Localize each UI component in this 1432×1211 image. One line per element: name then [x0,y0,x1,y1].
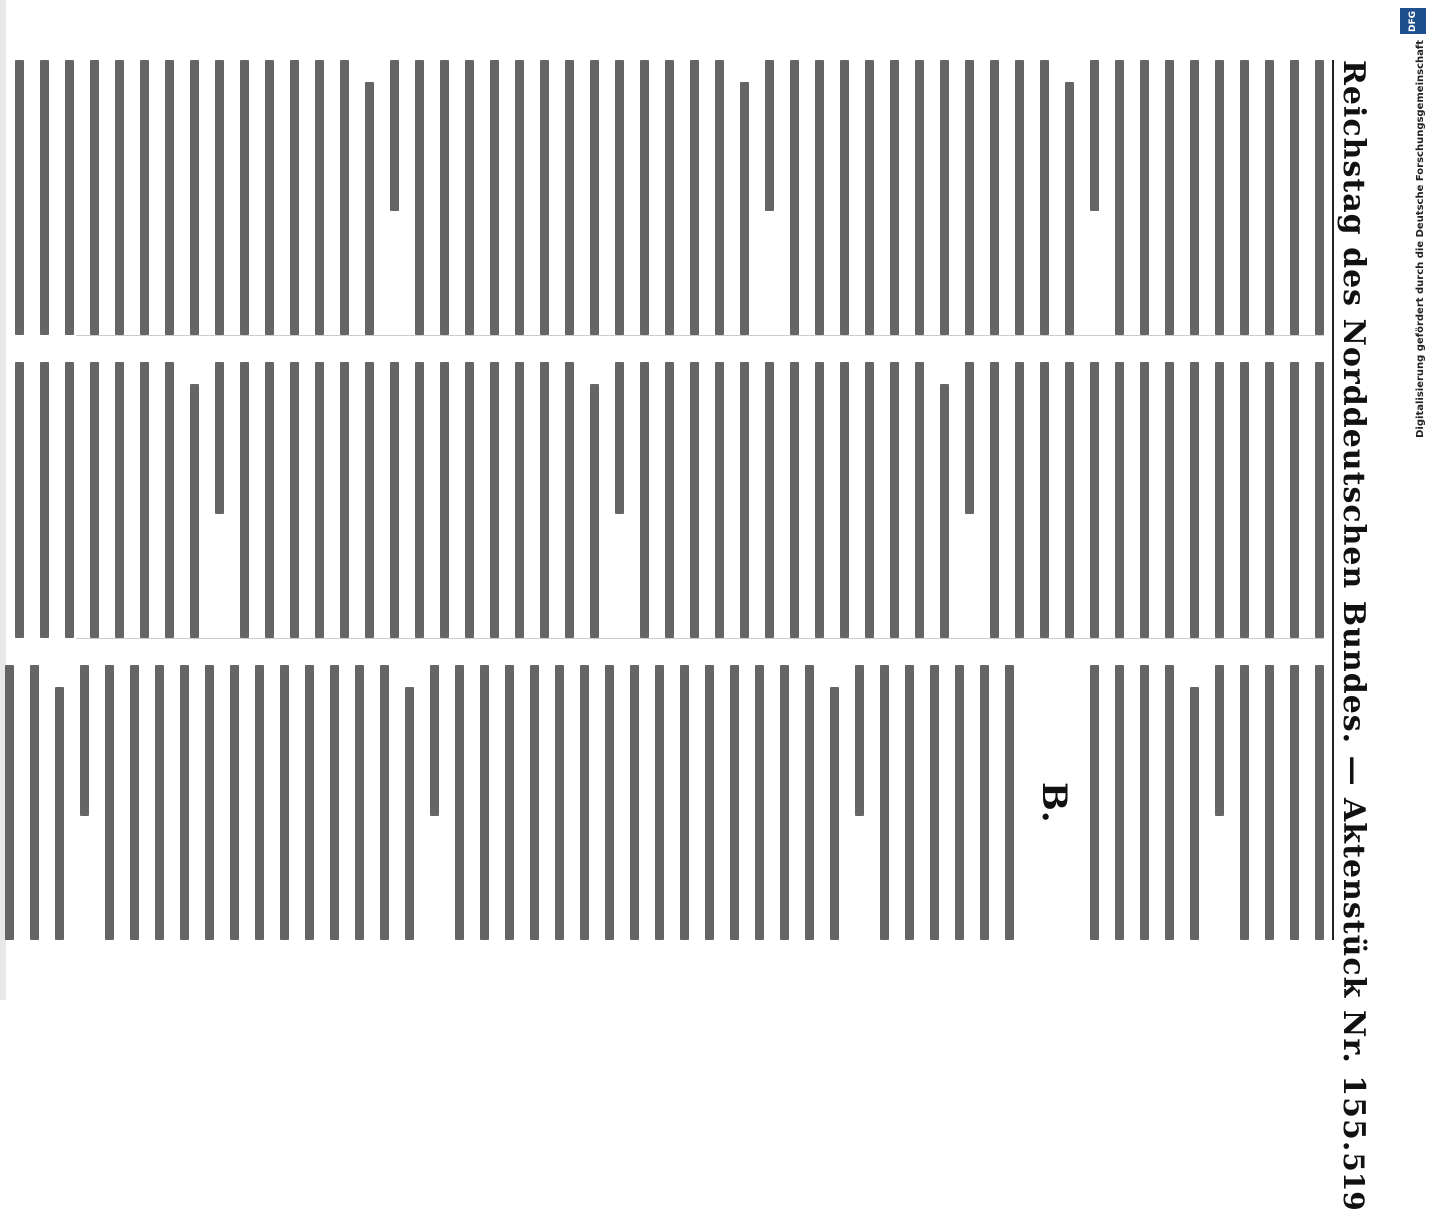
text-line [605,665,614,940]
text-line [530,665,539,940]
text-line [105,665,114,940]
text-line [1090,60,1099,211]
text-line [780,665,789,940]
text-line [730,665,739,940]
text-line [390,60,399,211]
text-line [215,362,224,513]
text-line [330,665,339,940]
text-line [965,362,974,513]
text-line [305,665,314,940]
text-line [830,687,839,940]
text-line [390,362,399,637]
text-line [680,665,689,940]
section-mark: B. [1034,782,1074,823]
text-line [765,362,774,637]
text-line [240,60,249,335]
text-line [1290,362,1299,637]
text-line [1190,687,1199,940]
text-line [765,60,774,211]
text-line [215,60,224,335]
text-line [1115,665,1124,940]
text-line [790,362,799,637]
text-line [380,665,389,940]
text-line [1140,665,1149,940]
text-line [515,362,524,637]
text-line [630,665,639,940]
text-line [555,665,564,940]
text-line [940,384,949,637]
text-line [180,665,189,940]
text-line [405,687,414,940]
text-line [615,362,624,513]
text-line [1115,362,1124,637]
text-line [1190,60,1199,335]
text-line [490,60,499,335]
text-line [1290,60,1299,335]
text-columns [76,60,1324,940]
text-line [165,362,174,637]
text-line [1240,60,1249,335]
text-line [790,60,799,335]
text-line [205,665,214,940]
text-line [1140,362,1149,637]
text-line [840,362,849,637]
text-line [1165,665,1174,940]
text-line [1315,60,1324,335]
text-line [890,60,899,335]
text-line [1015,362,1024,637]
text-line [880,665,889,940]
text-line [1265,362,1274,637]
text-line [465,362,474,637]
text-line [140,362,149,637]
text-line [355,665,364,940]
text-line [640,60,649,335]
text-line [940,60,949,335]
page-header [1332,60,1374,1211]
text-line [65,362,74,637]
text-line [540,362,549,637]
running-title: Reichstag des Norddeutschen Bundes. — Aktenstück Nr. 155. [1336,60,1372,1153]
text-line [1315,665,1324,940]
text-line [540,60,549,335]
text-line [190,60,199,335]
text-line [915,60,924,335]
text-line [440,362,449,637]
text-line [990,362,999,637]
text-line [930,665,939,940]
text-line [115,362,124,637]
text-line [855,665,864,816]
text-line [1115,60,1124,335]
text-line [415,362,424,637]
text-line [805,665,814,940]
text-line [1215,362,1224,637]
text-line [590,384,599,637]
text-line [655,665,664,940]
text-line [15,362,24,637]
text-line [815,362,824,637]
text-line [740,362,749,637]
text-line [665,362,674,637]
text-line [1065,82,1074,335]
text-line [665,60,674,335]
text-line [990,60,999,335]
text-line [1040,60,1049,335]
text-line [55,687,64,940]
text-line [1290,665,1299,940]
text-line [915,362,924,637]
text-column-right [76,665,1324,940]
text-line [715,362,724,637]
text-line [640,362,649,637]
text-line [465,60,474,335]
text-line [1240,665,1249,940]
text-line [190,384,199,637]
text-line [1215,665,1224,816]
text-line [740,82,749,335]
text-line [690,362,699,637]
text-line [280,665,289,940]
text-line [580,665,589,940]
text-line [65,60,74,335]
text-line [1040,362,1049,637]
document-page [36,20,1396,1211]
text-line [1015,60,1024,335]
text-line [30,665,39,940]
text-line [505,665,514,940]
text-line [165,60,174,335]
text-line [1265,60,1274,335]
text-line [890,362,899,637]
text-line [955,665,964,940]
text-line [15,60,24,335]
text-line [965,60,974,335]
text-line [815,60,824,335]
text-line [615,60,624,335]
text-line [1090,362,1099,637]
text-line [230,665,239,940]
text-line [715,60,724,335]
text-line [340,60,349,335]
text-line [690,60,699,335]
text-line [1005,665,1014,940]
text-line [1065,362,1074,637]
text-line [515,60,524,335]
text-line [90,60,99,335]
text-line [430,665,439,816]
text-line [340,362,349,637]
text-line [705,665,714,940]
text-line [440,60,449,335]
text-line [565,60,574,335]
text-line [40,362,49,637]
text-line [980,665,989,940]
text-line [565,362,574,637]
text-line [490,362,499,637]
text-line [1165,362,1174,637]
text-line [315,60,324,335]
text-line [1265,665,1274,940]
text-line [90,362,99,637]
text-line [865,60,874,335]
text-line [5,665,14,940]
text-column-middle [76,362,1324,638]
text-line [1190,362,1199,637]
text-line [115,60,124,335]
text-line [155,665,164,940]
text-line [265,60,274,335]
text-line [265,362,274,637]
text-line [255,665,264,940]
text-line [455,665,464,940]
text-line [480,665,489,940]
text-column-left [76,60,1324,336]
text-line [840,60,849,335]
text-line [130,665,139,940]
text-line [755,665,764,940]
text-line [1240,362,1249,637]
text-line [365,82,374,335]
text-line [590,60,599,335]
text-line [415,60,424,335]
text-line [40,60,49,335]
text-line [315,362,324,637]
digitization-credit: Digitalisierung gefördert durch die Deutsche Forschungsgemeinschaft [1415,40,1426,438]
text-line [140,60,149,335]
text-line [1215,60,1224,335]
text-line [865,362,874,637]
text-line [1090,665,1099,940]
text-line [290,362,299,637]
dfg-logo-icon: DFG [1400,8,1426,34]
text-line [240,362,249,637]
text-line [80,665,89,816]
text-line [1165,60,1174,335]
text-line [365,362,374,637]
text-line [905,665,914,940]
page-number: 519 [1337,1152,1371,1211]
text-line [1315,362,1324,637]
text-line [290,60,299,335]
text-line [1140,60,1149,335]
